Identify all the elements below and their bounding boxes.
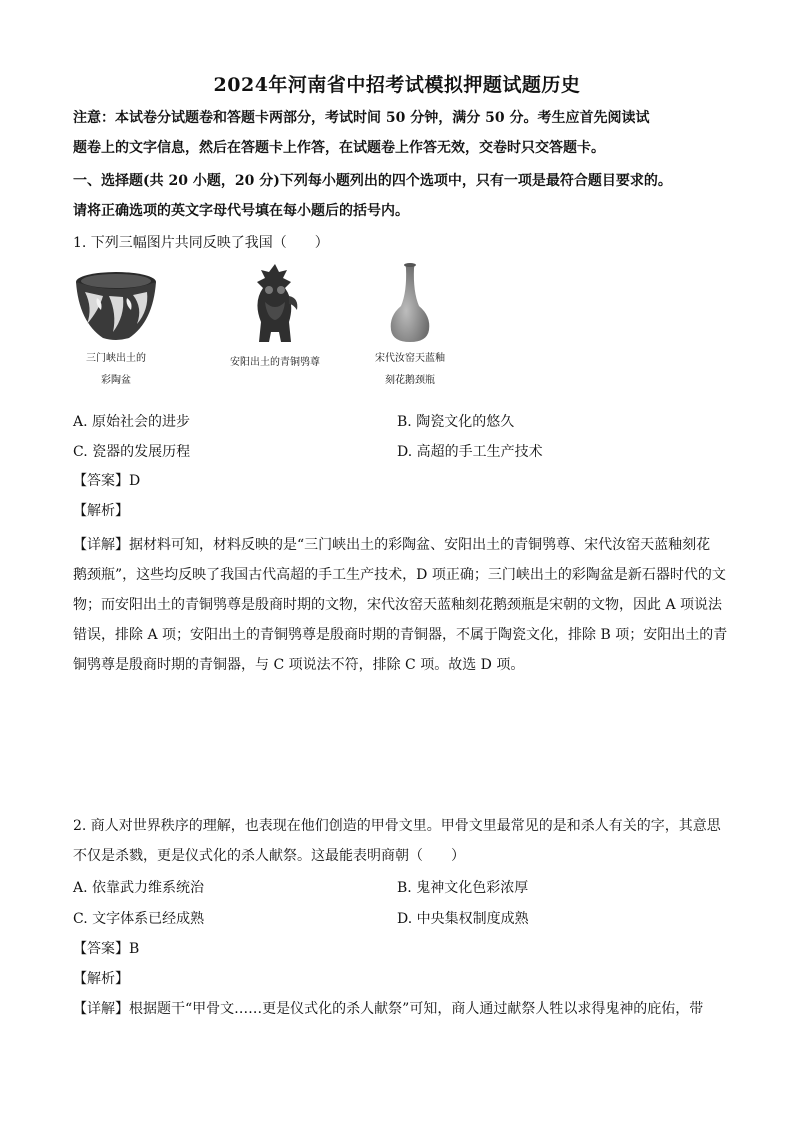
q1-stem [73, 228, 725, 258]
q1-detail [73, 530, 728, 680]
figure-caption: 刻花鹅颈瓶 [385, 375, 435, 386]
q2-option-b: B. 鬼神文化色彩浓厚 [397, 880, 529, 896]
figure-bronze-owl [220, 262, 330, 374]
q2-option-a: A. 依靠武力维系统治 [73, 880, 205, 896]
q1-option-a: A. 原始社会的进步 [73, 414, 191, 430]
q2-option-d: D. 中央集权制度成熟 [397, 911, 529, 927]
painted-pottery-basin-image [73, 262, 159, 344]
notice [73, 103, 725, 163]
detail-line: 根据题干“甲骨文……更是仪式化的杀人献祭”可知，商人通过献祭人牲以求得鬼神的庇佑，带 [129, 1001, 704, 1017]
q2-answer [73, 934, 725, 1024]
page-title: 2024年河南省中招考试模拟押题试题历史 [213, 74, 581, 96]
q1-option-c: C. 瓷器的发展历程 [73, 444, 191, 460]
detail-line: 铜鸮尊是殷商时期的青铜器，与 C 项说法不符，排除 C 项。故选 D 项。 [73, 657, 525, 673]
detail-tag: 【详解】 [73, 537, 129, 553]
q1-answer [73, 466, 725, 526]
bronze-owl-zun-image [245, 262, 305, 348]
figure-painted-pottery [70, 262, 162, 392]
answer-value: B [129, 941, 140, 957]
analysis-tag: 【解析】 [73, 503, 129, 519]
analysis-tag: 【解析】 [73, 971, 129, 987]
q1-stem-text: 1. 下列三幅图片共同反映了我国（ ） [73, 235, 329, 251]
answer-tag: 【答案】 [73, 473, 129, 489]
detail-line: 据材料可知，材料反映的是“三门峡出土的彩陶盆、安阳出土的青铜鸮尊、宋代汝窑天蓝釉刻花 [129, 537, 711, 553]
q2-option-c: C. 文字体系已经成熟 [73, 911, 205, 927]
detail-tag: 【详解】 [73, 1001, 129, 1017]
notice-line: 注意：本试卷分试题卷和答题卡两部分，考试时间 50 分钟，满分 50 分。考生应首先阅读试 [73, 110, 650, 126]
answer-value: D [129, 473, 141, 489]
detail-line: 物；而安阳出土的青铜鸮尊是殷商时期的文物，宋代汝窑天蓝釉刻花鹅颈瓶是宋朝的文物，因此 A 项说法 [73, 597, 723, 613]
q1-option-d: D. 高超的手工生产技术 [397, 444, 543, 460]
q1-figures [70, 262, 470, 402]
q2-stem-line: 不仅是杀戮，更是仪式化的杀人献祭。这最能表明商朝（ ） [73, 848, 465, 864]
detail-line: 错误，排除 A 项；安阳出土的青铜鸮尊是殷商时期的青铜器，不属于陶瓷文化，排除 B 项；安阳出土的青 [73, 627, 728, 643]
section-line: 请将正确选项的英文字母代号填在每小题后的括号内。 [73, 203, 409, 219]
figure-caption: 安阳出土的青铜鸮尊 [230, 357, 320, 368]
detail-line: 鹅颈瓶”，这些均反映了我国古代高超的手工生产技术，D 项正确；三门峡出土的彩陶盆是新石器时代的文 [73, 567, 726, 583]
q2-stem-line: 2. 商人对世界秩序的理解，也表现在他们创造的甲骨文里。甲骨文里最常见的是和杀人有关的字，其意思 [73, 818, 721, 834]
q1-option-b: B. 陶瓷文化的悠久 [397, 414, 515, 430]
figure-caption: 彩陶盆 [101, 375, 131, 386]
q2-stem [73, 811, 725, 871]
answer-tag: 【答案】 [73, 941, 129, 957]
figure-caption: 宋代汝窑天蓝釉 [375, 353, 445, 364]
figure-celadon-vase [360, 262, 460, 392]
figure-caption: 三门峡出土的 [86, 353, 146, 364]
celadon-vase-image [385, 262, 435, 344]
notice-line: 题卷上的文字信息，然后在答题卡上作答，在试题卷上作答无效，交卷时只交答题卡。 [73, 140, 605, 156]
section-heading [73, 166, 725, 226]
section-line: 一、选择题(共 20 小题，20 分)下列每小题列出的四个选项中，只有一项是最符合题目要求的。 [73, 173, 672, 189]
